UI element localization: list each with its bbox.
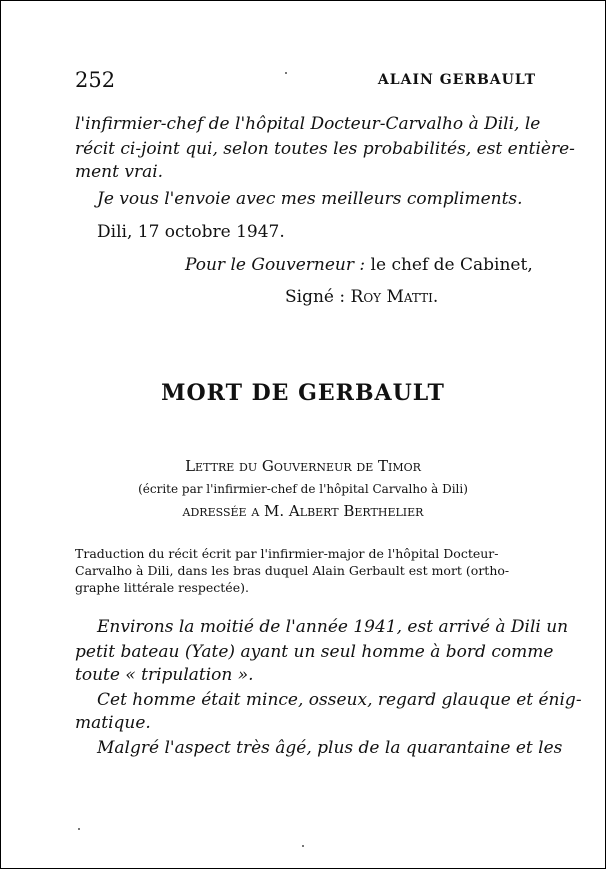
running-head: ALAIN GERBAULT (377, 72, 536, 88)
letter-line-4: Je vous l'envoie avec mes meilleurs compliments. (97, 189, 523, 209)
translation-note-line-3: graphe littérale respectée). (75, 580, 249, 595)
date-line: Dili, 17 octobre 1947. (97, 222, 285, 242)
section-subtitle: Lettre du Gouverneur de Timor (185, 457, 421, 475)
letter-line-1: l'infirmier-chef de l'hôpital Docteur-Carvalho à Dili, le (75, 114, 541, 134)
letter-line-2: récit ci-joint qui, selon toutes les probabilités, est entière- (75, 139, 575, 159)
body-line-1: Environs la moitié de l'année 1941, est arrivé à Dili un (97, 617, 569, 637)
translation-note-line-2: Carvalho à Dili, dans les bras duquel Alain Gerbault est mort (ortho- (75, 563, 510, 578)
section-subtitle-note: (écrite par l'infirmier-chef de l'hôpital Carvalho à Dili) (138, 482, 468, 496)
signature-line-1 (185, 255, 533, 275)
signature-role: Pour le Gouverneur : (185, 255, 366, 275)
page-number: 252 (75, 68, 116, 92)
signed-label: Signé : (285, 287, 351, 307)
speck (285, 72, 287, 74)
section-subtitle-addressee: adressée a M. Albert Berthelier (182, 502, 424, 520)
body-line-3: toute « tripulation ». (75, 665, 254, 685)
signer-name: Roy Matti. (350, 287, 439, 307)
translation-note-line-1: Traduction du récit écrit par l'infirmier-major de l'hôpital Docteur- (75, 546, 499, 561)
body-line-4: Cet homme était mince, osseux, regard glauque et énig- (97, 690, 582, 710)
body-line-2: petit bateau (Yate) ayant un seul homme à bord comme (75, 642, 554, 662)
speck (78, 828, 80, 830)
body-line-5: matique. (75, 713, 151, 733)
letter-line-3: ment vrai. (75, 162, 164, 182)
section-title: MORT DE GERBAULT (161, 380, 445, 406)
body-line-6: Malgré l'aspect très âgé, plus de la quarantaine et les (97, 738, 563, 758)
speck (302, 845, 304, 847)
signature-line-2 (285, 287, 438, 307)
signature-title: le chef de Cabinet, (365, 255, 533, 275)
